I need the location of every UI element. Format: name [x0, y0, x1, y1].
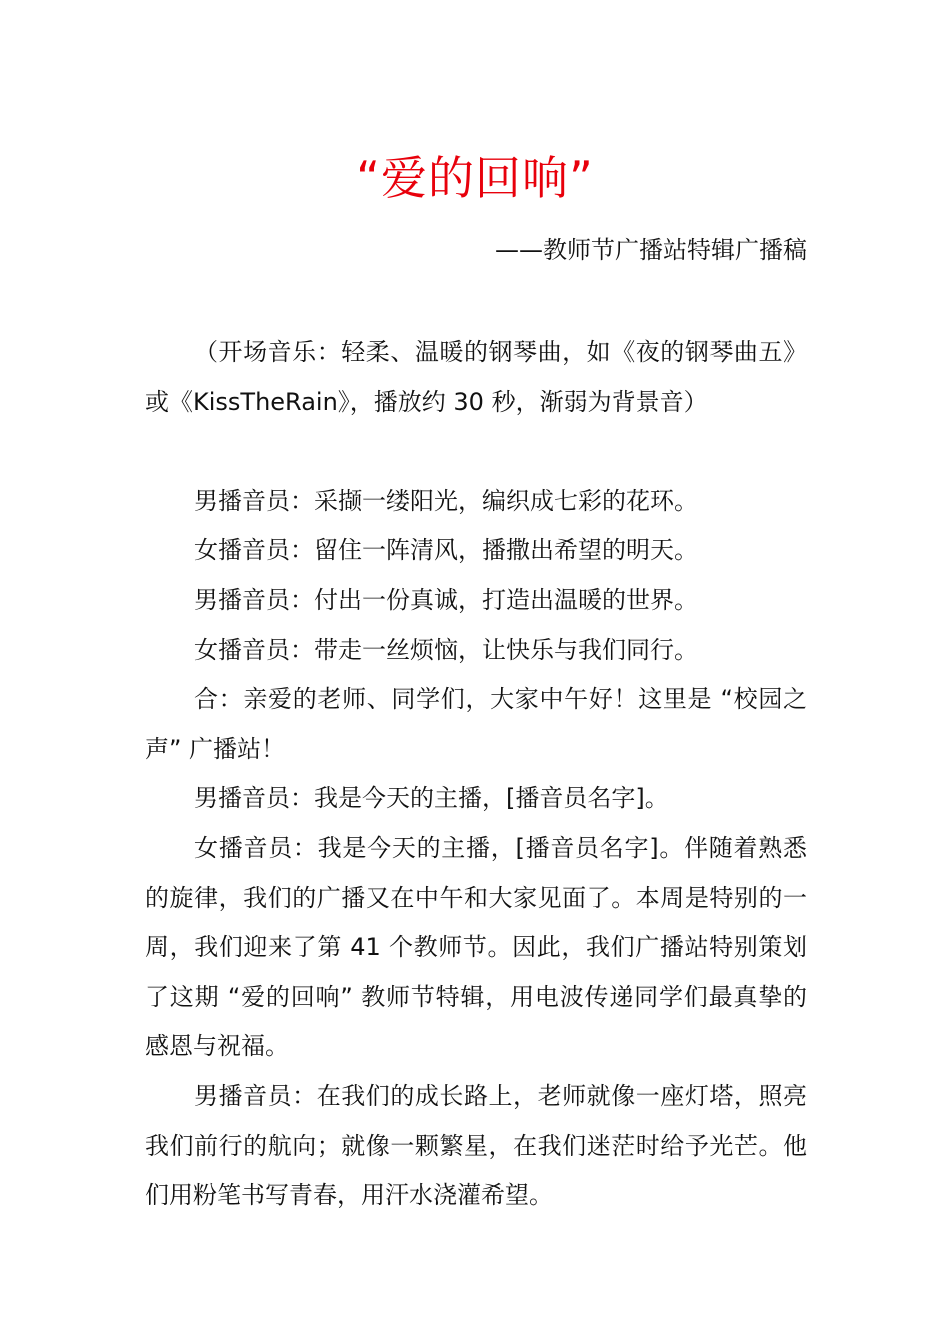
document-title: “爱的回响” [356, 151, 594, 205]
dialogue-line: 男播音员：在我们的成长路上，老师就像一座灯塔，照亮我们前行的航向；就像一颗繁星，在我们迷茫时给予光芒。他们用粉笔书写青春，用汗水浇灌希望。 [145, 1081, 807, 1210]
dialogue-line: 男播音员：付出一份真诚，打造出温暖的世界。 [194, 585, 698, 614]
document-subtitle: ——教师节广播站特辑广播稿 [495, 236, 807, 264]
paragraph-gap [145, 427, 807, 477]
dialogue-line: 女播音员：带走一丝烦恼，让快乐与我们同行。 [194, 635, 698, 664]
document-body [145, 328, 807, 1221]
dialogue-line: 男播音员：我是今天的主播，[播音员名字]。 [194, 784, 669, 813]
dialogue-line: 合：亲爱的老师、同学们，大家中午好！这里是 “校园之声” 广播站！ [145, 685, 807, 763]
dialogue-line: 女播音员：我是今天的主播，[播音员名字]。伴随着熟悉的旋律，我们的广播又在中午和大家见面了。本周是特别的一周，我们迎来了第 41 个教师节。因此，我们广播站特别策划了这期 “爱的回响” 教师节特辑，用电波传递同学们最真挚的感恩与祝福。 [145, 833, 807, 1061]
dialogue-line: 女播音员：留住一阵清风，播撒出希望的明天。 [194, 536, 698, 565]
dialogue-line: 男播音员：采撷一缕阳光，编织成七彩的花环。 [194, 486, 698, 515]
stage-direction: （开场音乐：轻柔、温暖的钢琴曲，如《夜的钢琴曲五》或《KissTheRain》，播放约 30 秒，渐弱为背景音） [145, 338, 807, 416]
